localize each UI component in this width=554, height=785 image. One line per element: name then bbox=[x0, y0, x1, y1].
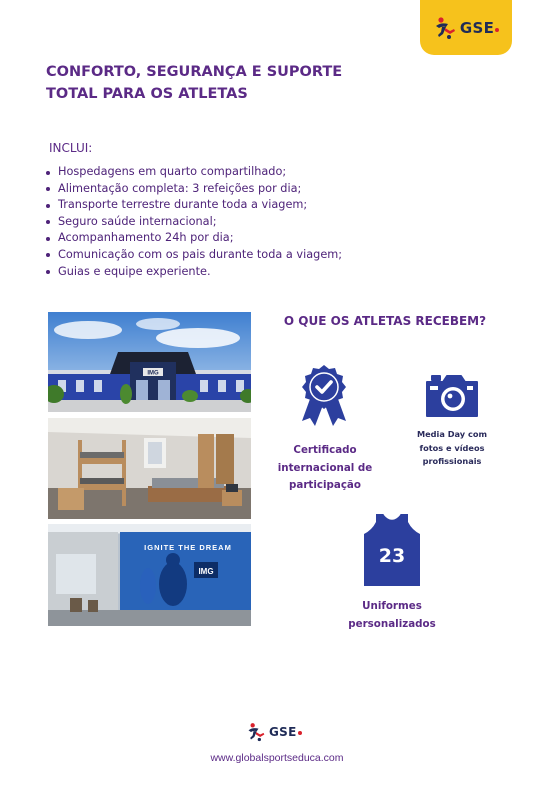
jersey-number: 23 bbox=[378, 545, 406, 567]
list-item: Guias e equipe experiente. bbox=[46, 264, 342, 281]
headline-line-1: CONFORTO, SEGURANÇA E SUPORTE bbox=[46, 64, 343, 80]
photo-hallway bbox=[48, 524, 251, 626]
footer-logo-text: GSE bbox=[269, 725, 302, 739]
benefits-title: O QUE OS ATLETAS RECEBEM? bbox=[283, 314, 487, 328]
photo-building-exterior bbox=[48, 312, 251, 412]
list-item: Alimentação completa: 3 refeições por dia; bbox=[46, 181, 342, 198]
page-headline bbox=[46, 61, 376, 105]
benefit-label-media-day: Media Day com fotos e vídeos profissionais bbox=[416, 429, 487, 466]
includes-title: INCLUI: bbox=[49, 141, 93, 155]
benefit-label-certificate: Certificado internacional de participação bbox=[277, 444, 373, 491]
header-logo-badge bbox=[420, 0, 512, 55]
list-item: Comunicação com os pais durante toda a viagem; bbox=[46, 247, 342, 264]
certificate-badge-icon bbox=[296, 363, 352, 429]
jersey-icon bbox=[362, 512, 422, 588]
camera-icon bbox=[425, 372, 479, 418]
gse-athlete-icon bbox=[433, 16, 457, 40]
list-item: Acompanhamento 24h por dia; bbox=[46, 230, 342, 247]
footer-logo bbox=[246, 720, 302, 744]
footer-website-link[interactable]: www.globalsportseduca.com bbox=[210, 752, 344, 764]
list-item: Transporte terrestre durante toda a viagem; bbox=[46, 197, 342, 214]
logo-text: GSE bbox=[460, 19, 499, 37]
list-item: Hospedagens em quarto compartilhado; bbox=[46, 164, 342, 181]
building-sign-text: IMG bbox=[147, 370, 159, 377]
wall-logo-text: IMG bbox=[198, 567, 214, 576]
photo-bedroom bbox=[48, 418, 251, 519]
headline-line-2: TOTAL PARA OS ATLETAS bbox=[46, 86, 248, 102]
benefit-label-uniforms: Uniformes personalizados bbox=[348, 600, 436, 630]
gse-athlete-icon bbox=[246, 722, 266, 742]
list-item: Seguro saúde internacional; bbox=[46, 214, 342, 231]
includes-list bbox=[46, 164, 342, 280]
wall-slogan-text: IGNITE THE DREAM bbox=[144, 543, 232, 552]
